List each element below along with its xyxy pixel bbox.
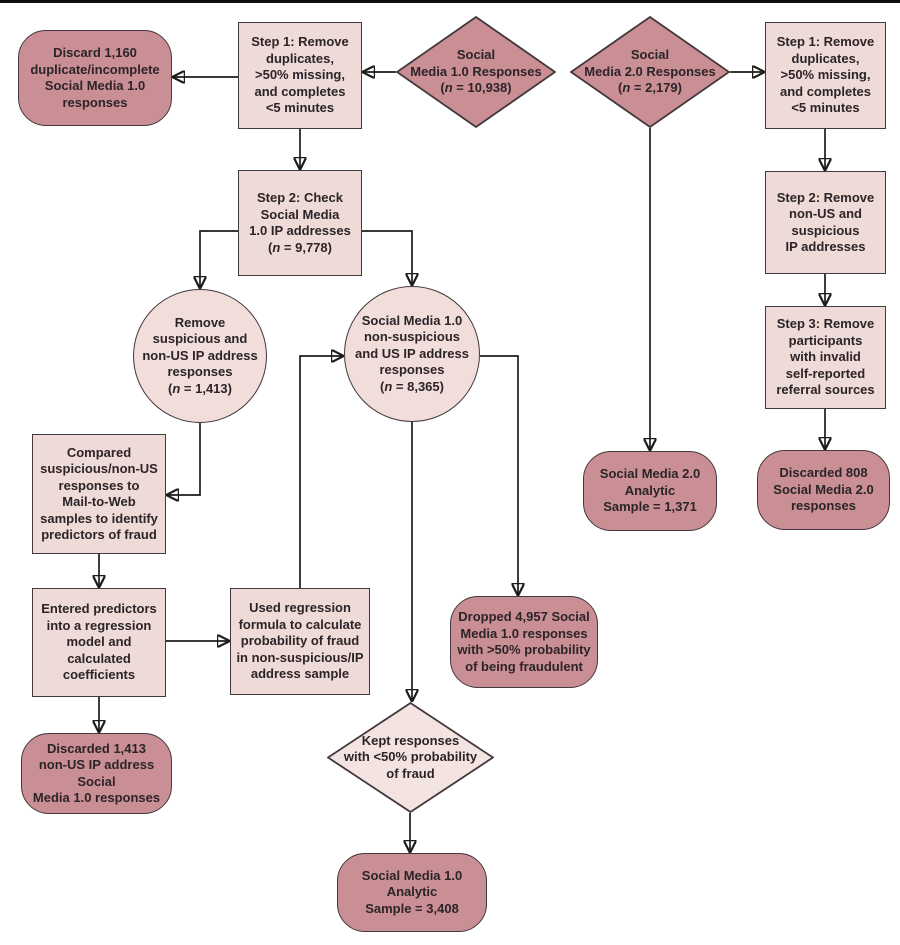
node-label: Compared suspicious/non-US responses to Mail-to-Web samples to identify predictors of fraud	[40, 444, 158, 542]
node-discarded-808	[757, 450, 890, 530]
node-label: Social Media 2.0 Analytic Sample = 1,371	[599, 466, 701, 515]
node-compared	[32, 434, 166, 554]
node-label: Step 2: Check Social Media 1.0 IP addresses (n = 9,778)	[249, 190, 351, 255]
node-label: Social Media 1.0 non-suspicious and US IP address responses (n = 8,365)	[355, 312, 469, 394]
node-label: Discard 1,160 duplicate/incomplete Social Media 1.0 responses	[30, 45, 160, 110]
node-sm1-analytic	[337, 853, 487, 932]
node-label: Step 1: Remove duplicates, >50% missing, and completes <5 minutes	[776, 34, 875, 116]
edge-remove-circle-to-compared	[168, 423, 200, 495]
edge-step2-check-to-nonsuspicious-circle	[362, 231, 412, 284]
node-step2-check	[238, 170, 362, 276]
node-entered-predictors	[32, 588, 166, 697]
node-dropped-4957	[450, 596, 598, 688]
node-sm1-responses	[396, 16, 556, 128]
node-label: Social Media 1.0 Analytic Sample = 3,408	[361, 867, 463, 916]
node-label: Step 1: Remove duplicates, >50% missing, and completes <5 minutes	[251, 34, 349, 116]
node-label: Kept responses with <50% probability of fraud	[343, 732, 478, 781]
node-step2-right	[765, 171, 886, 274]
node-step3-right	[765, 306, 886, 409]
edge-used-regression-to-nonsuspicious-circle	[300, 356, 342, 588]
node-label: Entered predictors into a regression model and calculated coefficients	[41, 601, 157, 683]
edge-step2-check-to-remove-circle	[200, 231, 238, 287]
node-label: Used regression formula to calculate probability of fraud in non-suspicious/IP address sample	[236, 600, 364, 682]
node-used-regression	[230, 588, 370, 695]
node-step1-left	[238, 22, 362, 129]
node-kept-responses	[327, 702, 494, 813]
node-sm2-analytic	[583, 451, 717, 531]
node-sm2-responses	[570, 16, 730, 128]
node-remove-suspicious-circle	[133, 289, 267, 423]
node-step1-right	[765, 22, 886, 129]
node-label: Remove suspicious and non-US IP address responses (n = 1,413)	[142, 314, 258, 396]
node-label: Discarded 808 Social Media 2.0 responses	[773, 465, 874, 514]
node-discard-1160	[18, 30, 172, 126]
node-label: Step 2: Remove non-US and suspicious IP addresses	[776, 189, 875, 254]
node-label: Social Media 1.0 Responses (n = 10,938)	[410, 47, 542, 96]
node-label: Social Media 2.0 Responses (n = 2,179)	[584, 47, 716, 96]
node-label: Dropped 4,957 Social Media 1.0 responses with >50% probability of being fraudulent	[457, 609, 591, 674]
node-nonsuspicious-circle	[344, 286, 480, 422]
node-label: Step 3: Remove participants with invalid self-reported referral sources	[776, 316, 875, 398]
node-discarded-1413	[21, 733, 172, 814]
node-label: Discarded 1,413 non-US IP address Social Media 1.0 responses	[32, 740, 161, 805]
edge-nonsuspicious-circle-to-dropped-4957	[480, 356, 518, 594]
